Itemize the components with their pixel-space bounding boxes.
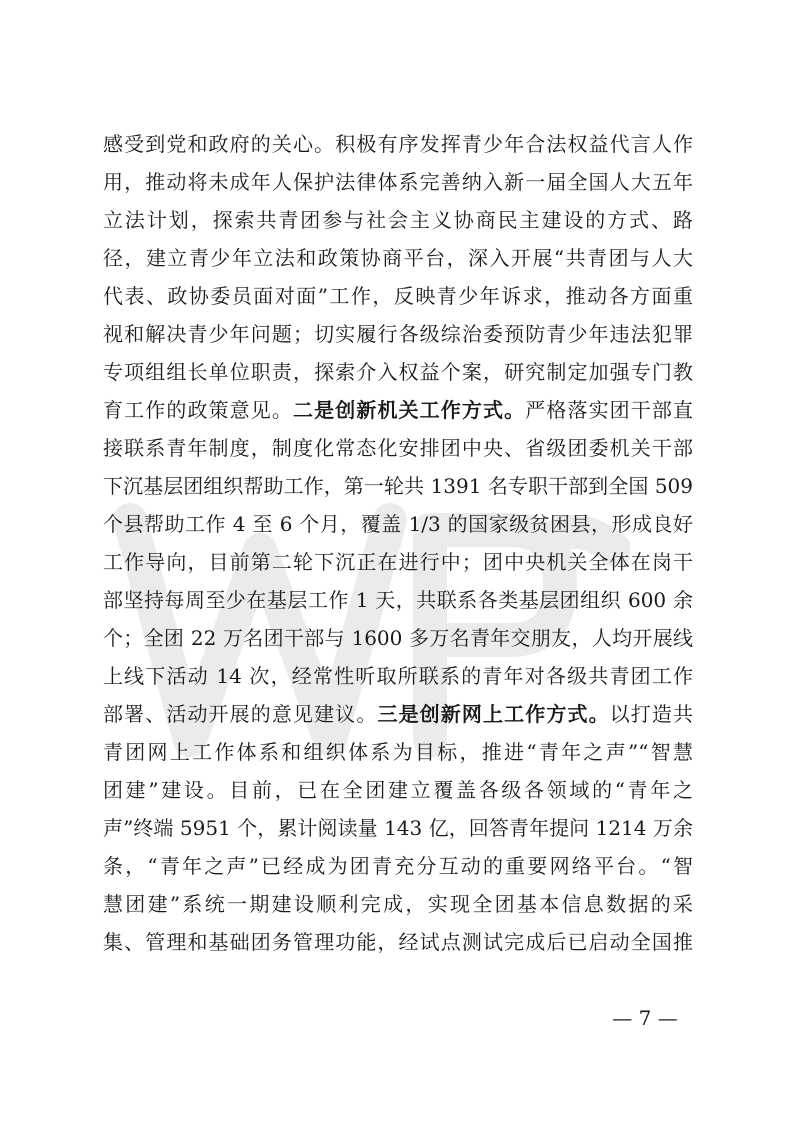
text-line: 工作导向，目前第二轮下沉正在进行中；团中央机关全体在岗干 — [103, 550, 693, 574]
text-line: 上线下活动 14 次，经常性听取所联系的青年对各级共青团工作 — [103, 664, 693, 688]
text-line: 专项组组长单位职责，探索介入权益个案，研究制定加强专门教 — [103, 360, 693, 384]
text-line: 代表、政协委员面对面”工作，反映青少年诉求，推动各方面重 — [103, 284, 693, 308]
text-line: 部署、活动开展的意见建议。三是创新网上工作方式。以打造共 — [103, 702, 694, 726]
text-line: 个县帮助工作 4 至 6 个月，覆盖 1/3 的国家级贫困县，形成良好 — [103, 512, 693, 536]
text-line: 径，建立青少年立法和政策协商平台，深入开展“共青团与人大 — [103, 246, 693, 270]
text-line: 个；全团 22 万名团干部与 1600 多万名青年交朋友，人均开展线 — [103, 626, 693, 650]
text-line: 视和解决青少年问题；切实履行各级综治委预防青少年违法犯罪 — [103, 322, 693, 346]
text-line: 接联系青年制度，制度化常态化安排团中央、省级团委机关干部 — [103, 436, 693, 460]
bold-heading: 三是创新网上工作方式。 — [377, 702, 610, 726]
text-line: 慧团建”系统一期建设顺利完成，实现全团基本信息数据的采 — [103, 892, 693, 916]
text-line: 条，“青年之声”已经成为团青充分互动的重要网络平台。“智 — [103, 854, 693, 878]
text-line: 感受到党和政府的关心。积极有序发挥青少年合法权益代言人作 — [103, 132, 693, 156]
page-number: — 7 — — [612, 1006, 678, 1030]
text-line: 团建”建设。目前，已在全团建立覆盖各级各领域的“青年之 — [103, 778, 693, 802]
text-line: 育工作的政策意见。二是创新机关工作方式。严格落实团干部直 — [103, 398, 694, 422]
text-line: 部坚持每周至少在基层工作 1 天，共联系各类基层团组织 600 余 — [103, 588, 693, 612]
text-line: 用，推动将未成年人保护法律体系完善纳入新一届全国人大五年 — [103, 170, 693, 194]
text-line: 声”终端 5951 个，累计阅读量 143 亿，回答青年提问 1214 万余 — [103, 816, 693, 840]
text-line: 青团网上工作体系和组织体系为目标，推进“青年之声”“智慧 — [103, 740, 693, 764]
bold-heading: 二是创新机关工作方式。 — [293, 398, 526, 422]
text-line: 立法计划，探索共青团参与社会主义协商民主建设的方式、路 — [103, 208, 693, 232]
text-line: 集、管理和基础团务管理功能，经试点测试完成后已启动全国推 — [103, 930, 693, 954]
text-line: 下沉基层团组织帮助工作，第一轮共 1391 名专职干部到全国 509 — [103, 474, 693, 498]
body-text — [103, 128, 693, 964]
